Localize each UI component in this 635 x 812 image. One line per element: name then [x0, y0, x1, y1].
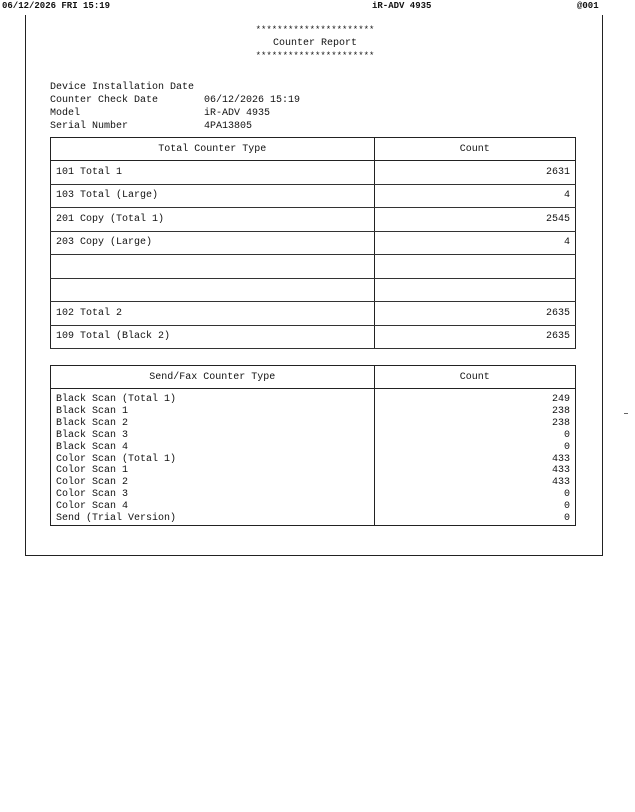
counter-type: 109 Total (Black 2): [51, 325, 375, 349]
counter-type: Black Scan 3: [51, 430, 375, 442]
counter-type: Black Scan 4: [51, 442, 375, 454]
counter-type: [51, 255, 375, 279]
counter-count: 433: [374, 465, 575, 477]
column-header-type: Send/Fax Counter Type: [51, 366, 375, 389]
table-row: [51, 418, 576, 430]
scan-artifact-mark: [624, 413, 628, 414]
counter-type: Color Scan (Total 1): [51, 454, 375, 466]
table-row-empty: [51, 278, 576, 302]
counter-type: 103 Total (Large): [51, 184, 375, 208]
counter-count: 4: [374, 231, 575, 255]
table-row: [51, 430, 576, 442]
counter-count: 2631: [374, 161, 575, 185]
title-stars-bottom: **********************: [255, 51, 375, 61]
table-row: [51, 406, 576, 418]
counter-count: 4: [374, 184, 575, 208]
fax-header-device: iR-ADV 4935: [372, 1, 432, 11]
counter-type: Black Scan (Total 1): [51, 389, 375, 406]
table-row: [51, 184, 576, 208]
info-label: Device Installation Date: [50, 82, 195, 93]
table-row: [51, 501, 576, 513]
counter-type: Color Scan 1: [51, 465, 375, 477]
counter-count: 2545: [374, 208, 575, 232]
info-row-serial-number: [50, 120, 450, 133]
info-label: Counter Check Date: [50, 95, 159, 106]
table-row: [51, 454, 576, 466]
counter-count: 238: [374, 406, 575, 418]
table-row: [51, 465, 576, 477]
info-label: Model: [50, 108, 81, 119]
table-row: [51, 489, 576, 501]
counter-type: 101 Total 1: [51, 161, 375, 185]
counter-count: 0: [374, 501, 575, 513]
counter-type: Color Scan 3: [51, 489, 375, 501]
table-header-row: [51, 138, 576, 161]
counter-type: Send (Trial Version): [51, 513, 375, 525]
title-stars-top: **********************: [255, 25, 375, 35]
counter-count: [374, 278, 575, 302]
column-header-count: Count: [374, 366, 575, 389]
counter-count: 2635: [374, 302, 575, 326]
fax-header-datetime: 06/12/2026 FRI 15:19: [2, 1, 111, 11]
table-row: [51, 231, 576, 255]
column-header-count: Count: [374, 138, 575, 161]
info-label: Serial Number: [50, 121, 129, 132]
table-row: [51, 208, 576, 232]
counter-count: 433: [374, 454, 575, 466]
info-row-check-date: [50, 94, 450, 107]
send-fax-counter-table: [50, 365, 576, 526]
table-row: [51, 325, 576, 349]
counter-type: Black Scan 1: [51, 406, 375, 418]
counter-count: 0: [374, 430, 575, 442]
table-row: [51, 302, 576, 326]
counter-type: 201 Copy (Total 1): [51, 208, 375, 232]
counter-type: Black Scan 2: [51, 418, 375, 430]
table-header-row: [51, 366, 576, 389]
total-counter-table: [50, 137, 576, 349]
fax-header-page-number: @001: [577, 1, 599, 11]
table-row: [51, 442, 576, 454]
counter-type: 203 Copy (Large): [51, 231, 375, 255]
counter-count: 0: [374, 489, 575, 501]
counter-type: [51, 278, 375, 302]
counter-count: [374, 255, 575, 279]
info-row-installation-date: [50, 81, 450, 94]
counter-count: 0: [374, 442, 575, 454]
counter-count: 238: [374, 418, 575, 430]
info-value: iR-ADV 4935: [204, 108, 271, 119]
counter-count: 249: [374, 389, 575, 406]
info-value: 4PA13805: [204, 121, 253, 132]
column-header-type: Total Counter Type: [51, 138, 375, 161]
counter-type: Color Scan 2: [51, 477, 375, 489]
counter-count: 2635: [374, 325, 575, 349]
fax-header: [0, 0, 635, 12]
info-value: 06/12/2026 15:19: [204, 95, 301, 106]
info-row-model: [50, 107, 450, 120]
counter-type: Color Scan 4: [51, 501, 375, 513]
table-row: [51, 161, 576, 185]
table-row: [51, 513, 576, 525]
report-title: Counter Report: [272, 38, 357, 49]
table-row-empty: [51, 255, 576, 279]
counter-type: 102 Total 2: [51, 302, 375, 326]
device-info: [50, 81, 450, 133]
table-row: [51, 477, 576, 489]
counter-count: 433: [374, 477, 575, 489]
table-row: [51, 389, 576, 406]
counter-count: 0: [374, 513, 575, 525]
